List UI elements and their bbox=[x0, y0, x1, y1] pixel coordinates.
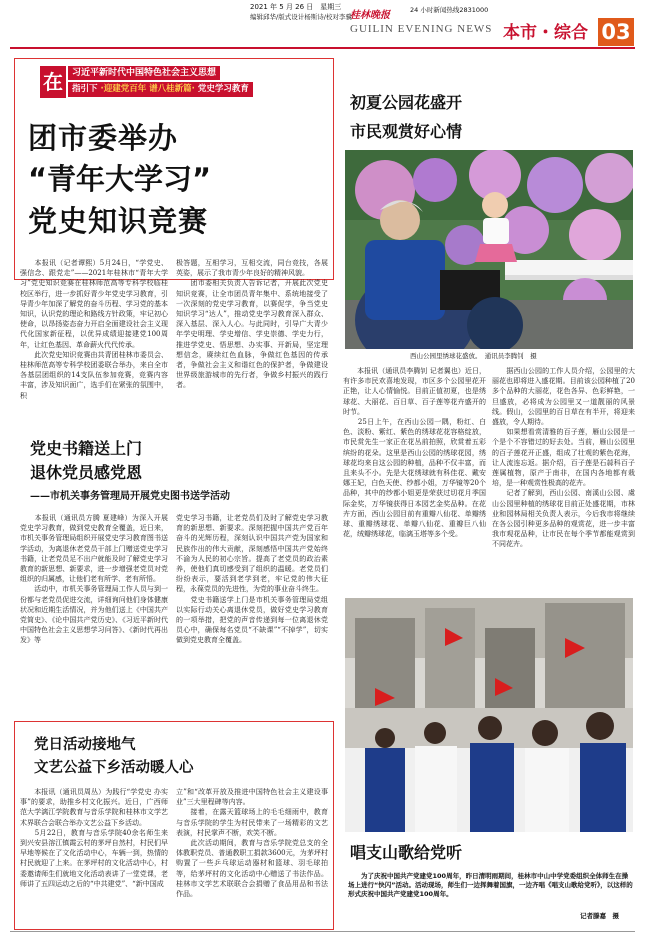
article4-column-1: 本报讯（通讯员李腾钊 记者翼也）近日，有许多市民欢喜地发现，市区多个公园里花开正艳，让人心情愉悦。目前正值初夏，也是绣球花、大丽花、百日草、百子莲等花卉盛开的时节。 25日上午，在西山公园一隅，粉红、白色、淡粉、紫红、紫色的绣球花花容格绽放，市民赏先生一家正在花丛前拍照，欣赏着五彩缤纷的花朵。这里是西山公园的绣球花园，绣球花均来自这公园的种植，品种不仅丰富，而且来头不小。先是大花绣球就有科佳花、戴安娜王妃，白色天使、纱都小姐，万华镜等20个品种，其中的纱都小姐更是荣获过切花月季国际金奖，万华镜获得日本园艺金奖品种。在花卉方面，西山公园目前有重瓣八仙花、单瓣绣球、重瓣绣球花、单瓣八仙花、重瓣巨八仙花，绒瓣绣球花，临漓玉塔等多个受。 bbox=[343, 367, 486, 539]
banner-line-2 bbox=[68, 82, 253, 97]
flash-mob-photo bbox=[345, 598, 633, 832]
article1-headline-2: “青年大学习” bbox=[28, 162, 212, 196]
editor-credits: 编辑邱华/版式设计杨斯诗/校对李骥 bbox=[250, 13, 352, 21]
banner-line-1: 习近平新时代中国特色社会主义思想 bbox=[68, 66, 220, 80]
article4-headline-1: 初夏公园花盛开 bbox=[350, 93, 463, 112]
article3-headline-2: 文艺公益下乡活动暖人心 bbox=[34, 760, 194, 776]
banner-line-2b: ·迎建党百年 谱八桂新篇· bbox=[100, 84, 195, 94]
page-bottom-rule bbox=[10, 931, 635, 932]
hydrangea-park-photo-svg bbox=[345, 150, 633, 349]
banner-line-2c: 党史学习教育 bbox=[197, 84, 249, 94]
article4-column-2: 据西山公园的工作人员介绍，公园里的大丽花也即将进入盛花期。目前该公园种植了20多个品种的大丽花，花色各异、色彩鲜艳，一旦盛放，必将成为公园里又一道靓丽的风景线。假山，公园里的百日草在有半开，将迎来盛放，令人期待。 如果想看赏清雅的百子莲，雁山公园是一个是个不容错过的好去处。当前，雁山公园里的百子莲花开正盛，组成了壮观的紫色花海，让人流连忘返。据介绍，百子莲是石蒜科百子莲属植物，原产于南非，在国内各地都有栽培，是一种观赏性极高的花卉。 记者了解到，西山公园、南溪山公园、虞山公园里种植的绣球花目前正处盛花期，市林业和园林局相关负责人表示，今后我市将继续在各公园引种更多品种的观赏花，进一步丰富我市观花品种，让市民在每个季节都能观赏到不同花卉。 bbox=[492, 367, 635, 549]
article1-headline-1: 团市委举办 bbox=[28, 121, 179, 155]
hydrangea-park-photo bbox=[345, 150, 633, 349]
article2-column-2: 党史学习书籍，让老党员们及时了解党史学习教育的新思想、新要求。深刻把握中国共产党百年奋斗的光辉历程，深刻认识中国共产党为国家和民族作出的伟大贡献，深刻感悟中国共产党始终不渝为人民的初心宗旨。提高了老党员的政治素养，使他们真切感受到了组织的温暖。老党员们纷纷表示，要活到老学到老，牢记党的伟大征程，永葆党员的先进性，为党的事业奋斗终生。 党史书籍送学上门是市机关事务管理局党组以实际行动关心离退休党员，做好党史学习教育的一项举措，把党的声音传递到每一位离退休党员心中，确保每名党员“不缺课”“不掉学”，切实做到党史教育全覆盖。 bbox=[176, 514, 328, 645]
flash-mob-photo-svg bbox=[345, 598, 633, 832]
article3-column-1: 本报讯（通讯员周丛）为践行“学党史 办实事”的要求，助推乡村文化振兴。近日，广西师范大学漓江学院教育与音乐学院和桂林市文学艺术界联合会联合举办文艺公益下乡活动。 5月22日，教育与音乐学院40余名师生来到兴安县溶江镇霞云村的茅坪自然村，村民们早早地等候在了文化活动中心，车辆一到，热情的村民就迎了上来。在茅坪村的文化活动中心，村委邀请师生们就地文化活动表讲了一堂党课，老师讲了五四运动之后的“中共建党”、“新中国成 bbox=[20, 788, 168, 888]
article5-headline: 唱支山歌给党听 bbox=[350, 843, 463, 862]
photo1-caption: 西山公园里绣球花盛放。 通讯员李腾钊 摄 bbox=[410, 352, 537, 360]
column-banner bbox=[40, 66, 280, 98]
news-hotline: 24 小时新闻热线2831000 bbox=[410, 6, 489, 14]
masthead-rule bbox=[10, 47, 635, 49]
logo-chinese: 桂林晚报 bbox=[350, 10, 390, 21]
article2-headline-2: 退休党员感党恩 bbox=[30, 463, 143, 482]
article1-column-1: 本报讯（记者谭熙）5月24日，“学党史、强信念、跟党走”——2021年桂林市“青年大学习”党史知识竞赛在桂林师范高等专科学校临桂校区举行，进一步抓好青少年党史学习教育，引导青少年加深了解党的奋斗历程、学习党的基本知识，认识党的理论和路线方针政策，牢记初心使命，以昂扬姿态奋力开启全面建设社会主义现代化国家新征程，以优异成绩迎接建党100周年，让红色基因、革命薪火代代传承。 此次党史知识竞赛由共青团桂林市委员会、桂林师范高等专科学校团委联合举办，来自全市各基层团组织的14支队伍参加竞赛，竞赛内容丰富，涉及知识面广，选手们在紧张的氛围中，积 bbox=[20, 259, 168, 400]
section-title: 本市・综合 bbox=[503, 23, 588, 43]
article3-column-2: 立”和“改革开放及推进中国特色社会主义建设事业”三大里程碑等内容。 接着，在露天篮球场上的毛毛细雨中，教育与音乐学院的学生为村民带来了一场精彩的文艺表演，村民掌声不断，欢笑不断。 此次活动期间，教育与音乐学院党总支的全体教职党员、普通教职工捐款3600元，为茅坪村购置了一些乒乓球运动器材和篮球、羽毛球拍等，给茅坪村的文化活动中心赠送了书法作品。桂林市文学艺术联联合会捐赠了食品用品和书法作品。 bbox=[176, 788, 328, 899]
page-number: 03 bbox=[598, 18, 634, 46]
banner-zai-character: 在 bbox=[40, 66, 66, 98]
logo-english: GUILIN EVENING NEWS bbox=[350, 23, 493, 35]
photo2-credit: 记者滕嘉 摄 bbox=[580, 912, 619, 920]
article2-column-1: 本报讯（通讯员方腾 夏建峰）为深入开展党史学习教育，做到党史教育全覆盖，近日来，市机关事务管理局组织开展党史学习教育图书送学活动，为离退休老党员干部上门赠送党史学习书籍，让老党员足不出户就能及时了解党史学习教育的新思想、新要求，进一步增强老党员对党组织的归属感，让他们老有所学、老有所悟。 活动中，市机关事务管理局工作人员与到一份都与老党员促进交流，详细询问他们身体健康状况和近期生活情况，并为他们送上《中国共产党简史》、《论中国共产党历史》、《习近平新时代中国特色社会主义思想学习问答》、《新时代再出发》等 bbox=[20, 514, 168, 645]
article2-subhead: ——市机关事务管理局开展党史图书送学活动 bbox=[30, 491, 230, 502]
article2-headline-1: 党史书籍送上门 bbox=[30, 439, 143, 458]
banner-line-2a: 指引下 bbox=[72, 84, 98, 94]
article3-headline-1: 党日活动接地气 bbox=[34, 737, 136, 753]
article1-column-2: 极答题，互相学习，互相交流，同台竞技，各展英姿，展示了我市青少年良好的精神风貌。 团市委相关负责人告诉记者，开展此次党史知识竞赛，让全市团员青年集中、系统地接受了一次深刻的党史学习教育，以赛促学，争当党史知识学习“达人”，推动党史学习教育深入群众、深入基层、深入人心。与此同时，引导广大青少年学史明理、学史增信、学史崇德、学史力行，推进学党史、悟思想、办实事、开新局，坚定理想信念，赓续红色血脉，争做红色基因的传承者，争做社会主义和谐红色的保护者，争做建设世界级旅游城市的先行者，争做乡村振兴的践行者。 bbox=[176, 259, 328, 390]
photo2-caption: 为了庆祝中国共产党建党100周年，昨日清明雨期间，桂林市中山中学党委组织全体师生在操场上进行“快闪”活动。活动现场，师生们一边挥舞着国旗，一边齐唱《唱支山歌给党听》，以这样的形式庆祝中国共产党建党100周年。 bbox=[348, 872, 633, 898]
article1-headline-3: 党史知识竞赛 bbox=[28, 204, 209, 238]
article4-headline-2: 市民观赏好心情 bbox=[350, 122, 463, 141]
issue-date: 2021 年 5 月 26 日 星期三 bbox=[250, 3, 342, 11]
